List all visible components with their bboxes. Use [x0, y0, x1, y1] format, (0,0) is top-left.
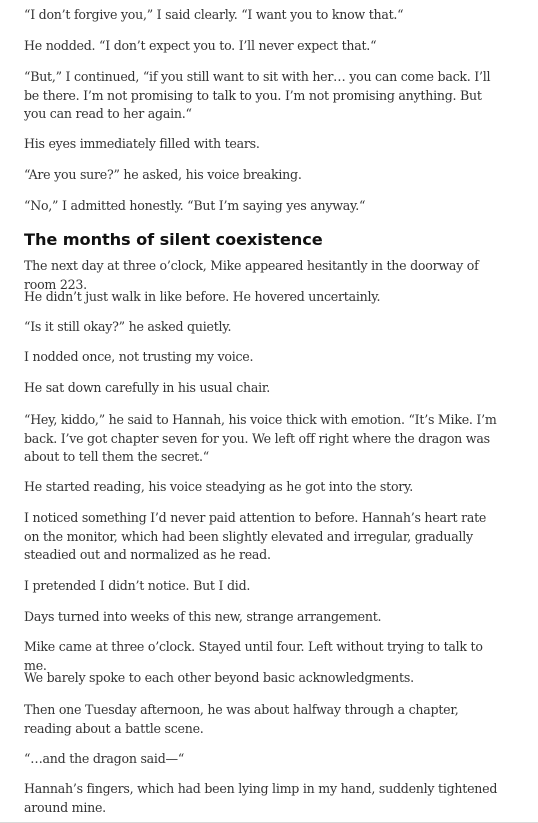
paragraph: He sat down carefully in his usual chair.: [24, 380, 271, 395]
paragraph: “But,” I continued, “if you still want to sit with her… you can come back. I’ll be there. I’m not promising to talk to you. I’m not promising anything. But you can read to her again.“: [24, 69, 491, 122]
paragraph: Then one Tuesday afternoon, he was about halfway through a chapter, reading about a battle scene.: [24, 702, 459, 736]
paragraph: “Are you sure?” he asked, his voice breaking.: [24, 167, 302, 182]
paragraph: “Hey, kiddo,” he said to Hannah, his voice thick with emotion. “It’s Mike. I’m back. I’ve got chapter seven for you. We left off right where the dragon was about to tell them the secret.“: [24, 412, 497, 465]
paragraph: Hannah’s fingers, which had been lying limp in my hand, suddenly tightened around mine.: [24, 781, 498, 815]
paragraph: Days turned into weeks of this new, strange arrangement.: [24, 609, 382, 624]
paragraph: He nodded. “I don’t expect you to. I’ll never expect that.“: [24, 38, 377, 53]
paragraph: I noticed something I’d never paid attention to before. Hannah’s heart rate on the monitor, which had been slightly elevated and irregular, gradually steadied out and normalized as he read.: [24, 510, 487, 563]
paragraph: “I don’t forgive you,” I said clearly. “I want you to know that.“: [24, 7, 404, 22]
paragraph: I nodded once, not trusting my voice.: [24, 349, 254, 364]
paragraph: Mike came at three o’clock. Stayed until four. Left without trying to talk to me.: [24, 639, 483, 673]
section-heading: The months of silent coexistence: [24, 230, 323, 249]
paragraph: We barely spoke to each other beyond basic acknowledgments.: [24, 670, 414, 685]
paragraph: The next day at three o’clock, Mike appeared hesitantly in the doorway of room 223.: [24, 258, 479, 292]
paragraph: He started reading, his voice steadying as he got into the story.: [24, 479, 414, 494]
paragraph: His eyes immediately filled with tears.: [24, 136, 260, 151]
paragraph: “…and the dragon said—“: [24, 751, 185, 766]
paragraph: I pretended I didn’t notice. But I did.: [24, 578, 251, 593]
paragraph: He didn’t just walk in like before. He hovered uncertainly.: [24, 289, 381, 304]
paragraph: “Is it still okay?” he asked quietly.: [24, 319, 232, 334]
paragraph: “No,” I admitted honestly. “But I’m saying yes anyway.“: [24, 198, 366, 213]
